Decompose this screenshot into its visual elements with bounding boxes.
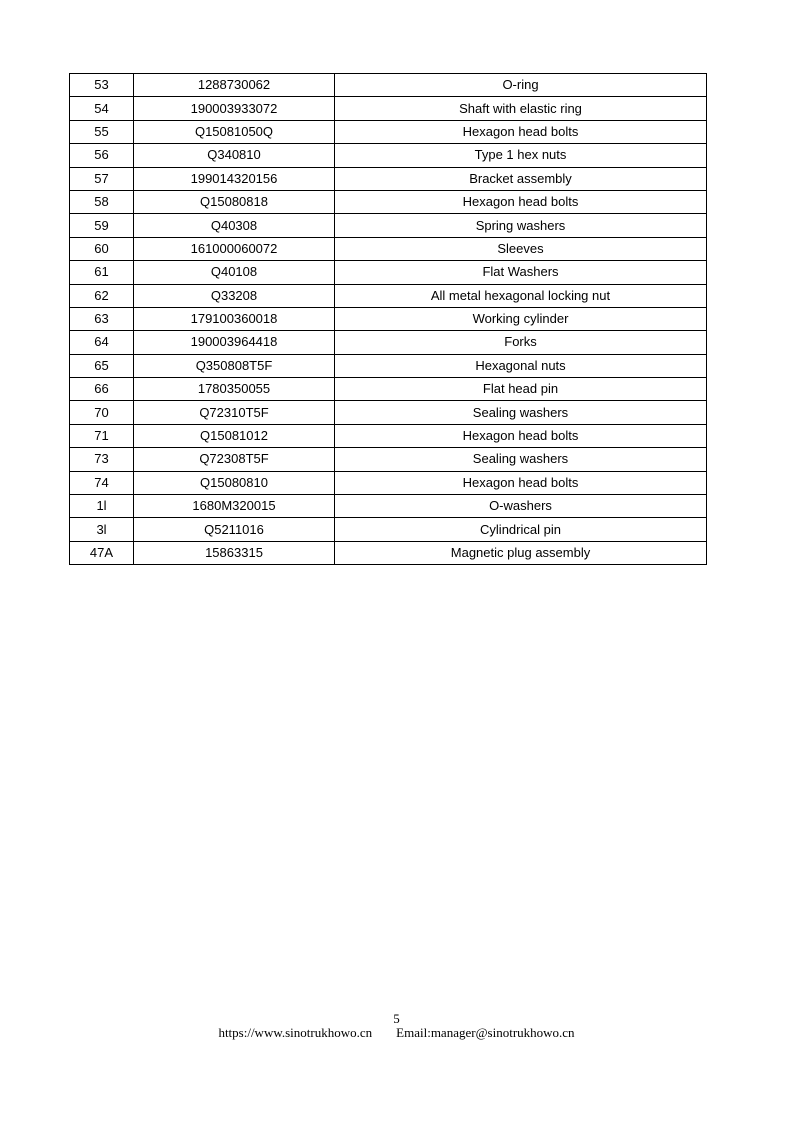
part-name: Type 1 hex nuts xyxy=(335,144,707,167)
item-number: 3l xyxy=(70,518,134,541)
email-link[interactable]: Email:manager@sinotrukhowo.cn xyxy=(396,1025,575,1040)
part-number: Q72308T5F xyxy=(134,448,335,471)
part-name: Hexagon head bolts xyxy=(335,424,707,447)
item-number: 47A xyxy=(70,541,134,564)
website-link[interactable]: https://www.sinotrukhowo.cn xyxy=(218,1025,373,1040)
part-number: Q15081012 xyxy=(134,424,335,447)
part-number: 161000060072 xyxy=(134,237,335,260)
table-row xyxy=(70,541,707,564)
parts-table xyxy=(69,73,707,565)
part-name: Flat Washers xyxy=(335,261,707,284)
item-number: 56 xyxy=(70,144,134,167)
table-row xyxy=(70,495,707,518)
item-number: 63 xyxy=(70,307,134,330)
part-number: 1288730062 xyxy=(134,74,335,97)
table-row xyxy=(70,448,707,471)
item-number: 1l xyxy=(70,495,134,518)
part-number: 1780350055 xyxy=(134,378,335,401)
item-number: 70 xyxy=(70,401,134,424)
part-name: Cylindrical pin xyxy=(335,518,707,541)
part-number: Q350808T5F xyxy=(134,354,335,377)
item-number: 66 xyxy=(70,378,134,401)
part-name: Shaft with elastic ring xyxy=(335,97,707,120)
item-number: 53 xyxy=(70,74,134,97)
table-row xyxy=(70,74,707,97)
table-row xyxy=(70,471,707,494)
part-number: 15863315 xyxy=(134,541,335,564)
item-number: 61 xyxy=(70,261,134,284)
part-number: Q15080818 xyxy=(134,190,335,213)
part-name: Forks xyxy=(335,331,707,354)
item-number: 74 xyxy=(70,471,134,494)
table-row xyxy=(70,167,707,190)
part-number: Q72310T5F xyxy=(134,401,335,424)
part-number: Q340810 xyxy=(134,144,335,167)
part-number: 1680M320015 xyxy=(134,495,335,518)
table-row xyxy=(70,307,707,330)
part-name: Sealing washers xyxy=(335,448,707,471)
table-row xyxy=(70,261,707,284)
table-row xyxy=(70,190,707,213)
part-name: Hexagonal nuts xyxy=(335,354,707,377)
part-number: 190003964418 xyxy=(134,331,335,354)
item-number: 65 xyxy=(70,354,134,377)
table-row xyxy=(70,331,707,354)
item-number: 57 xyxy=(70,167,134,190)
item-number: 64 xyxy=(70,331,134,354)
part-number: Q33208 xyxy=(134,284,335,307)
part-number: Q5211016 xyxy=(134,518,335,541)
table-row xyxy=(70,97,707,120)
part-name: Sealing washers xyxy=(335,401,707,424)
part-number: 179100360018 xyxy=(134,307,335,330)
footer-contact xyxy=(0,1025,793,1041)
item-number: 71 xyxy=(70,424,134,447)
table-row xyxy=(70,401,707,424)
part-name: All metal hexagonal locking nut xyxy=(335,284,707,307)
part-name: Bracket assembly xyxy=(335,167,707,190)
part-name: Working cylinder xyxy=(335,307,707,330)
table-row xyxy=(70,378,707,401)
part-name: Hexagon head bolts xyxy=(335,120,707,143)
table-row xyxy=(70,518,707,541)
part-name: Magnetic plug assembly xyxy=(335,541,707,564)
part-number: Q40308 xyxy=(134,214,335,237)
table-row xyxy=(70,354,707,377)
item-number: 55 xyxy=(70,120,134,143)
part-number: Q40108 xyxy=(134,261,335,284)
parts-table-body xyxy=(70,74,707,565)
part-name: Sleeves xyxy=(335,237,707,260)
part-name: Spring washers xyxy=(335,214,707,237)
part-name: Hexagon head bolts xyxy=(335,471,707,494)
table-row xyxy=(70,424,707,447)
item-number: 60 xyxy=(70,237,134,260)
part-name: Hexagon head bolts xyxy=(335,190,707,213)
table-row xyxy=(70,284,707,307)
part-name: O-washers xyxy=(335,495,707,518)
item-number: 58 xyxy=(70,190,134,213)
item-number: 73 xyxy=(70,448,134,471)
part-number: 199014320156 xyxy=(134,167,335,190)
table-row xyxy=(70,144,707,167)
page-number: 5 xyxy=(393,1011,400,1026)
item-number: 59 xyxy=(70,214,134,237)
table-row xyxy=(70,214,707,237)
part-number: 190003933072 xyxy=(134,97,335,120)
part-number: Q15080810 xyxy=(134,471,335,494)
part-number: Q15081050Q xyxy=(134,120,335,143)
part-name: O-ring xyxy=(335,74,707,97)
item-number: 62 xyxy=(70,284,134,307)
item-number: 54 xyxy=(70,97,134,120)
table-row xyxy=(70,120,707,143)
part-name: Flat head pin xyxy=(335,378,707,401)
table-row xyxy=(70,237,707,260)
